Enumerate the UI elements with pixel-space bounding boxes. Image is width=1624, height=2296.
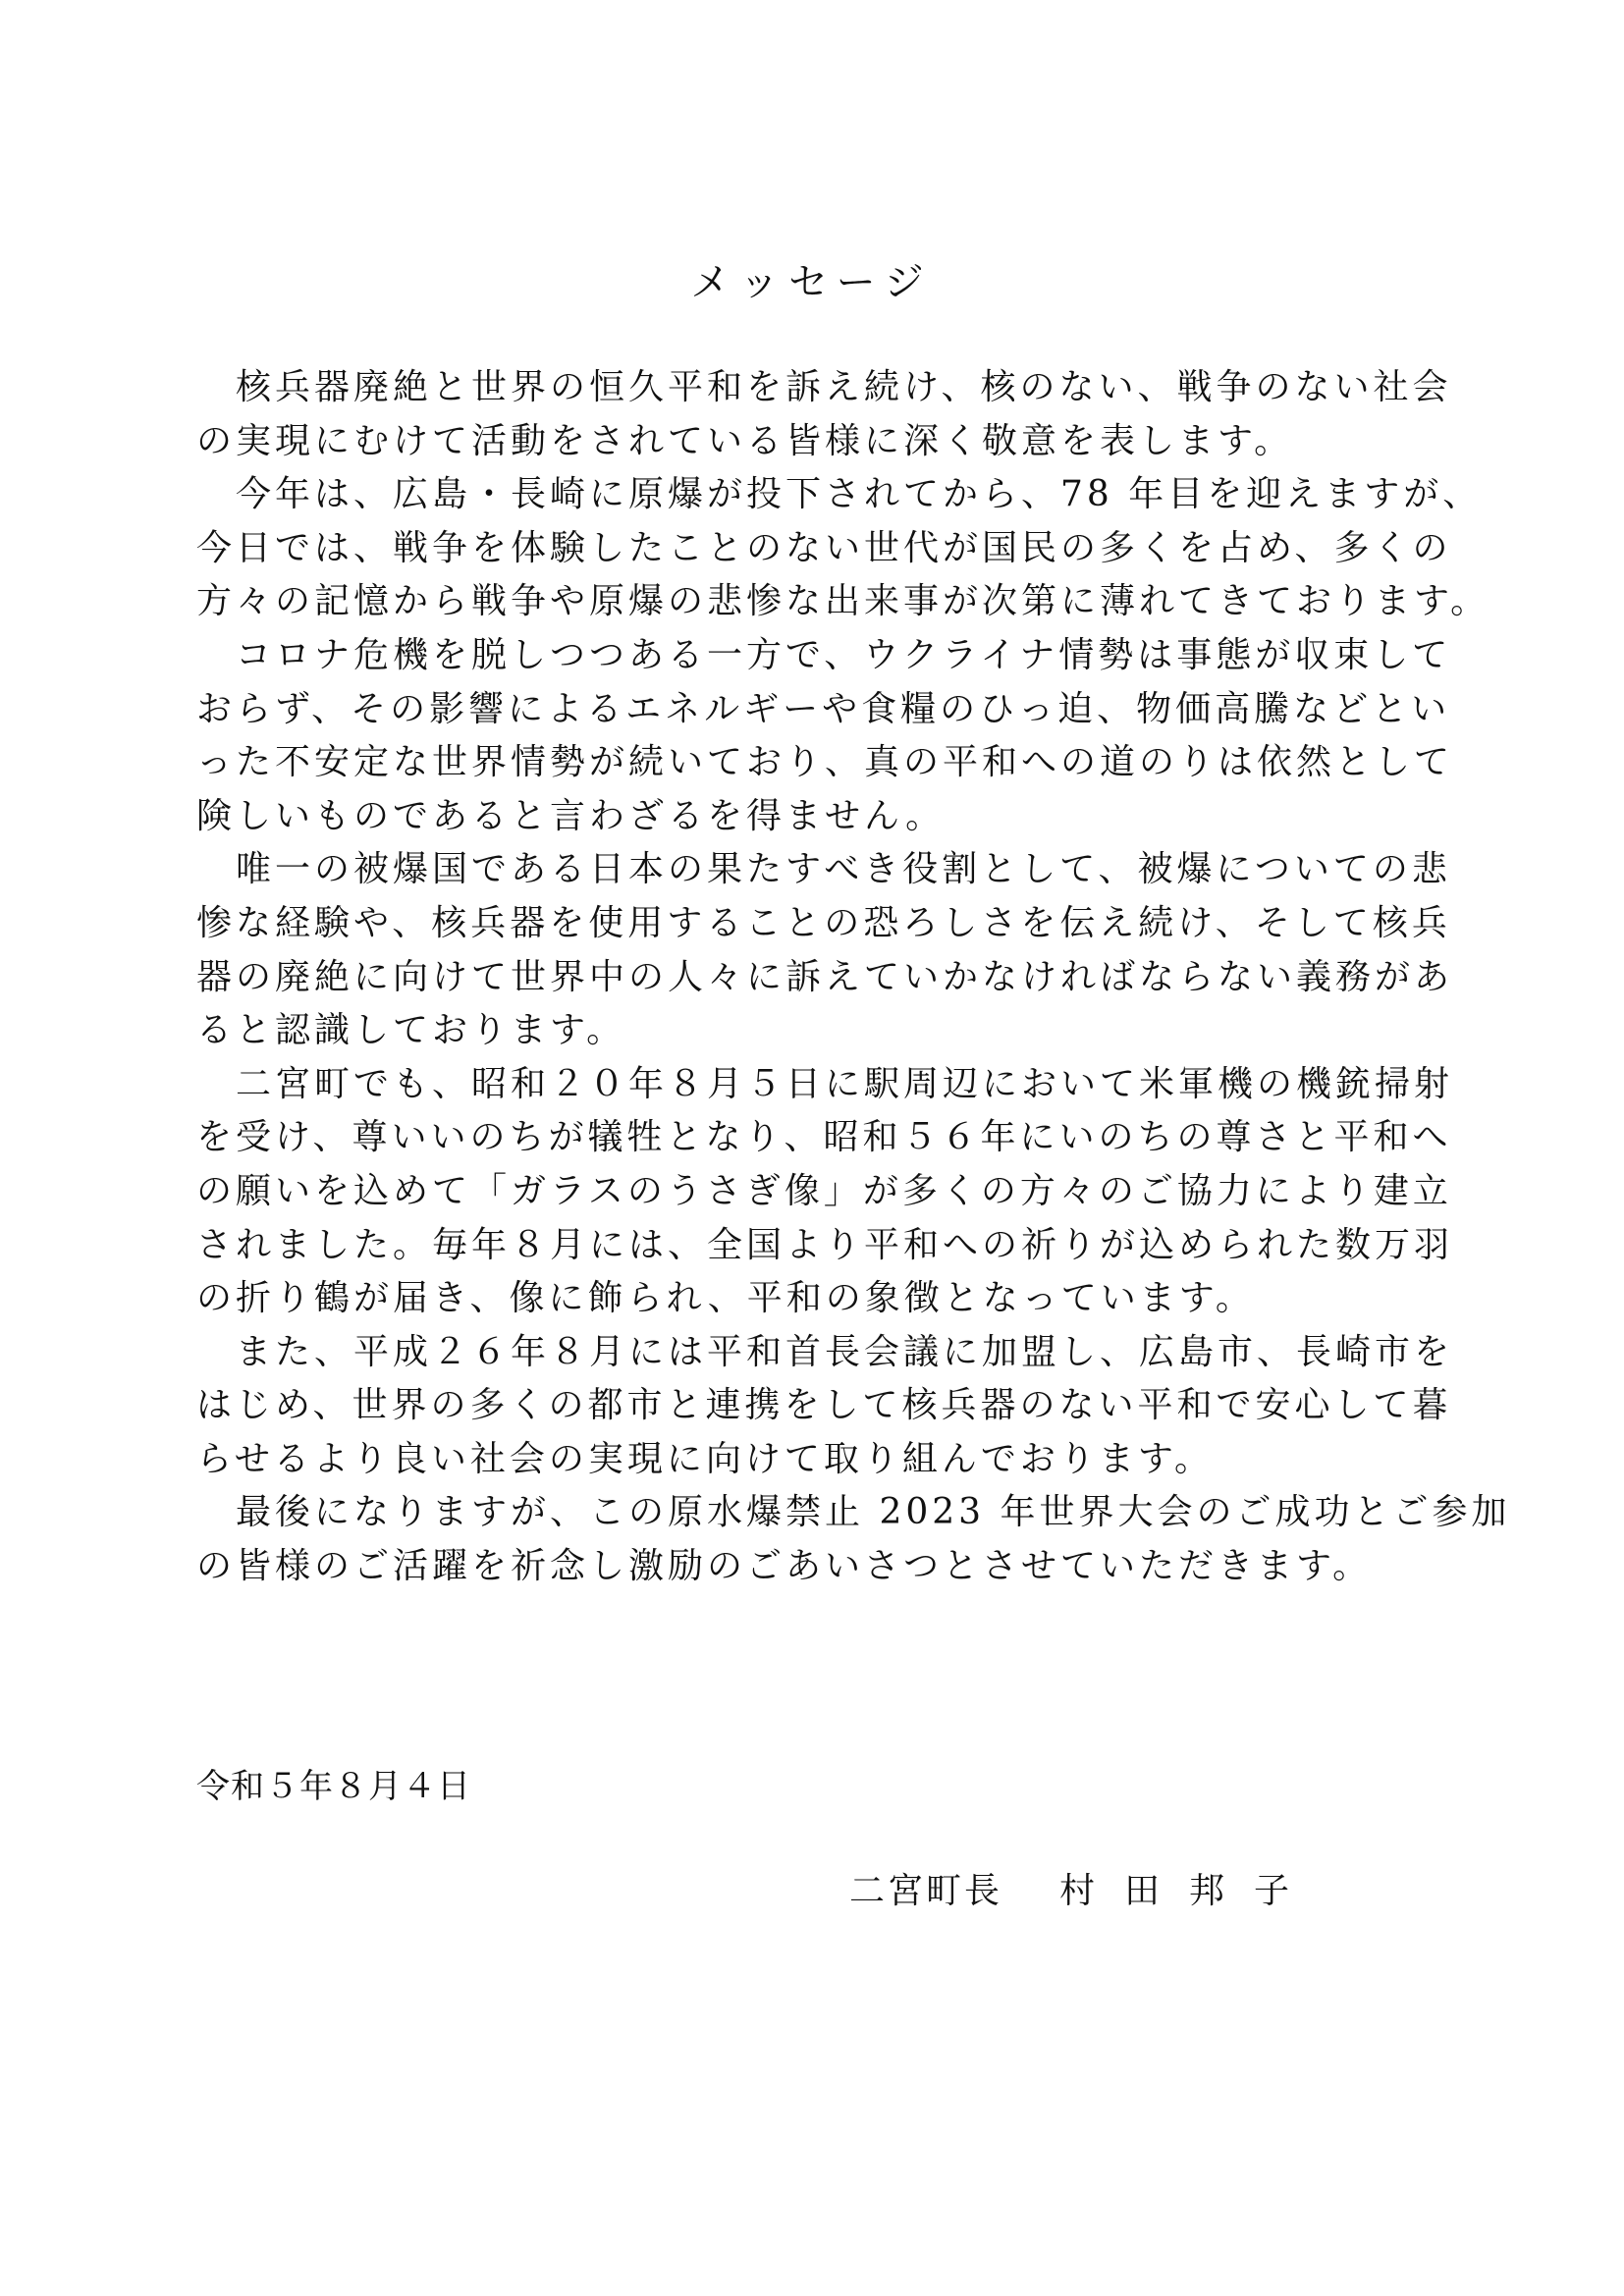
body-line: 二宮町でも、昭和２０年８月５日に駅周辺において米軍機の機銃掃射	[196, 1063, 1454, 1104]
body-line: った不安定な世界情勢が続いており、真の平和への道のりは依然として	[196, 742, 1454, 783]
body-line: ると認識しております。	[196, 1010, 626, 1051]
body-line: を受け、尊いいのちが犠牲となり、昭和５６年にいのちの尊さと平和へ	[196, 1117, 1452, 1158]
body-line: はじめ、世界の多くの都市と連携をして核兵器のない平和で安心して暮	[196, 1385, 1452, 1426]
body-line: らせるより良い社会の実現に向けて取り組んでおります。	[196, 1438, 1215, 1479]
body-line: 核兵器廃絶と世界の恒久平和を訴え続け、核のない、戦争のない社会	[196, 367, 1452, 407]
body-line: おらず、その影響によるエネルギーや食糧のひっ迫、物価高騰などとい	[196, 688, 1451, 729]
body-line: の実現にむけて活動をされている皆様に深く敬意を表します。	[196, 420, 1294, 461]
body-line: 険しいものであると言わざるを得ません。	[196, 795, 946, 836]
document-title: メッセージ	[690, 260, 934, 305]
body-line: また、平成２６年８月には平和首長会議に加盟し、広島市、長崎市を	[196, 1331, 1454, 1372]
body-line: の折り鶴が届き、像に飾られ、平和の象徴となっています。	[196, 1278, 1255, 1319]
body-line: の皆様のご活躍を祈念し激励のごあいさつとさせていただきます。	[196, 1546, 1373, 1587]
signer-title: 二宮町長	[849, 1871, 1003, 1911]
body-line: 唯一の被爆国である日本の果たすべき役割として、被爆についての悲	[196, 849, 1451, 890]
body-line: 器の廃絶に向けて世界中の人々に訴えていかなければならない義務があ	[196, 956, 1454, 997]
signature-block	[849, 1865, 1319, 1918]
body-line: 惨な経験や、核兵器を使用することの恐ろしさを伝え続け、そして核兵	[196, 902, 1451, 943]
message-body	[196, 361, 1511, 1594]
body-line: 方々の記憶から戦争や原爆の悲惨な出来事が次第に薄れてきております。	[196, 581, 1490, 622]
body-line: されました。毎年８月には、全国より平和への祈りが込められた数万羽	[196, 1224, 1454, 1265]
body-line: コロナ危機を脱しつつある一方で、ウクライナ情勢は事態が収束して	[196, 634, 1452, 675]
signer-name: 村田邦子	[1059, 1871, 1320, 1911]
document-date: 令和５年８月４日	[196, 1767, 471, 1806]
body-line: 今年は、広島・長崎に原爆が投下されてから、78 年目を迎えますが、	[196, 474, 1483, 515]
body-line: 最後になりますが、この原水爆禁止 2023 年世界大会のご成功とご参加	[196, 1492, 1511, 1533]
body-line: の願いを込めて「ガラスのうさぎ像」が多くの方々のご協力により建立	[196, 1170, 1452, 1211]
body-line: 今日では、戦争を体験したことのない世代が国民の多くを占め、多くの	[196, 527, 1452, 568]
